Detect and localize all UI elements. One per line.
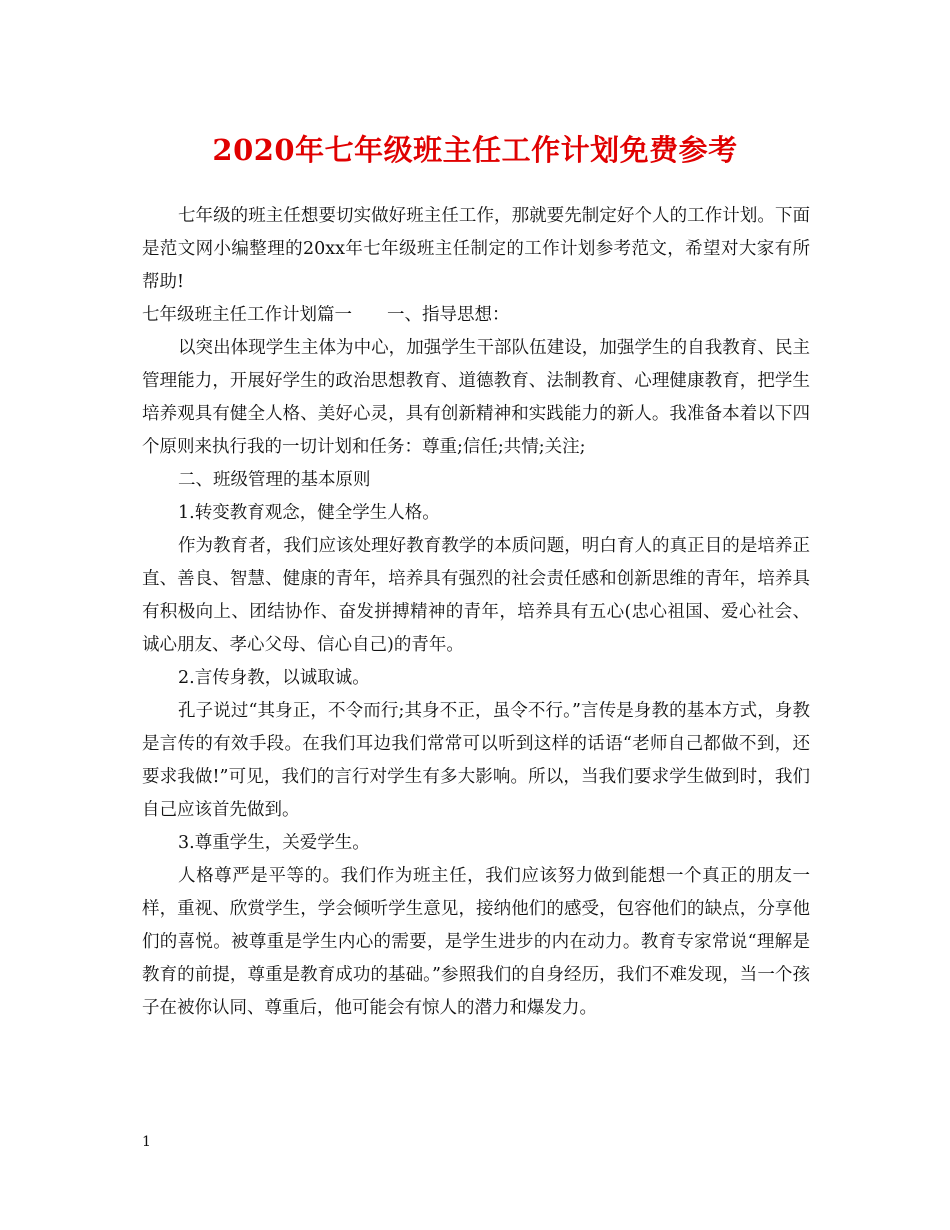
section-heading-plan-one: 七年级班主任工作计划篇一 一、指导思想：: [142, 305, 510, 325]
intro-paragraph: 七年级的班主任想要切实做好班主任工作，那就要先制定好个人的工作计划。下面是范文网小编整理的20xx年七年级班主任制定的工作计划参考范文，希望对大家有所帮助!: [142, 206, 810, 292]
section-heading-principles: 二、班级管理的基本原则: [178, 470, 371, 490]
paragraph-confucius: 孔子说过“其身正，不令而行;其身不正，虽令不行。”言传是身教的基本方式，身教是言传的有效手段。在我们耳边我们常常可以听到这样的话语“老师自己都做不到，还要求我做!”可见，我们的言行对学生有多大影响。所以，当我们要求学生做到时，我们自己应该首先做到。: [142, 701, 810, 820]
subheading-2: 2.言传身教，以诚取诚。: [178, 668, 370, 688]
subheading-3: 3.尊重学生，关爱学生。: [178, 833, 370, 853]
document-title: 2020年七年级班主任工作计划免费参考: [212, 133, 738, 167]
paragraph-educators: 作为教育者，我们应该处理好教育教学的本质问题，明白育人的真正目的是培养正直、善良、智慧、健康的青年，培养具有强烈的社会责任感和创新思维的青年，培养具有积极向上、团结协作、奋发拼搏精神的青年，培养具有五心(忠心祖国、爱心社会、诚心朋友、孝心父母、信心自己)的青年。: [142, 536, 810, 655]
paragraph-respect: 人格尊严是平等的。我们作为班主任，我们应该努力做到能想一个真正的朋友一样，重视、欣赏学生，学会倾听学生意见，接纳他们的感受，包容他们的缺点，分享他们的喜悦。被尊重是学生内心的需要，是学生进步的内在动力。教育专家常说“理解是教育的前提，尊重是教育成功的基础。”参照我们的自身经历，我们不难发现，当一个孩子在被你认同、尊重后，他可能会有惊人的潜力和爆发力。: [142, 866, 810, 1018]
guiding-ideas-paragraph: 以突出体现学生主体为中心，加强学生干部队伍建设，加强学生的自我教育、民主管理能力，开展好学生的政治思想教育、道德教育、法制教育、心理健康教育，把学生培养观具有健全人格、美好心灵，具有创新精神和实践能力的新人。我准备本着以下四个原则来执行我的一切计划和任务：尊重;信任;共情;关注;: [142, 338, 810, 457]
page-number: 1: [142, 1134, 151, 1150]
subheading-1: 1.转变教育观念，健全学生人格。: [178, 503, 440, 523]
document-body: [142, 200, 810, 1025]
